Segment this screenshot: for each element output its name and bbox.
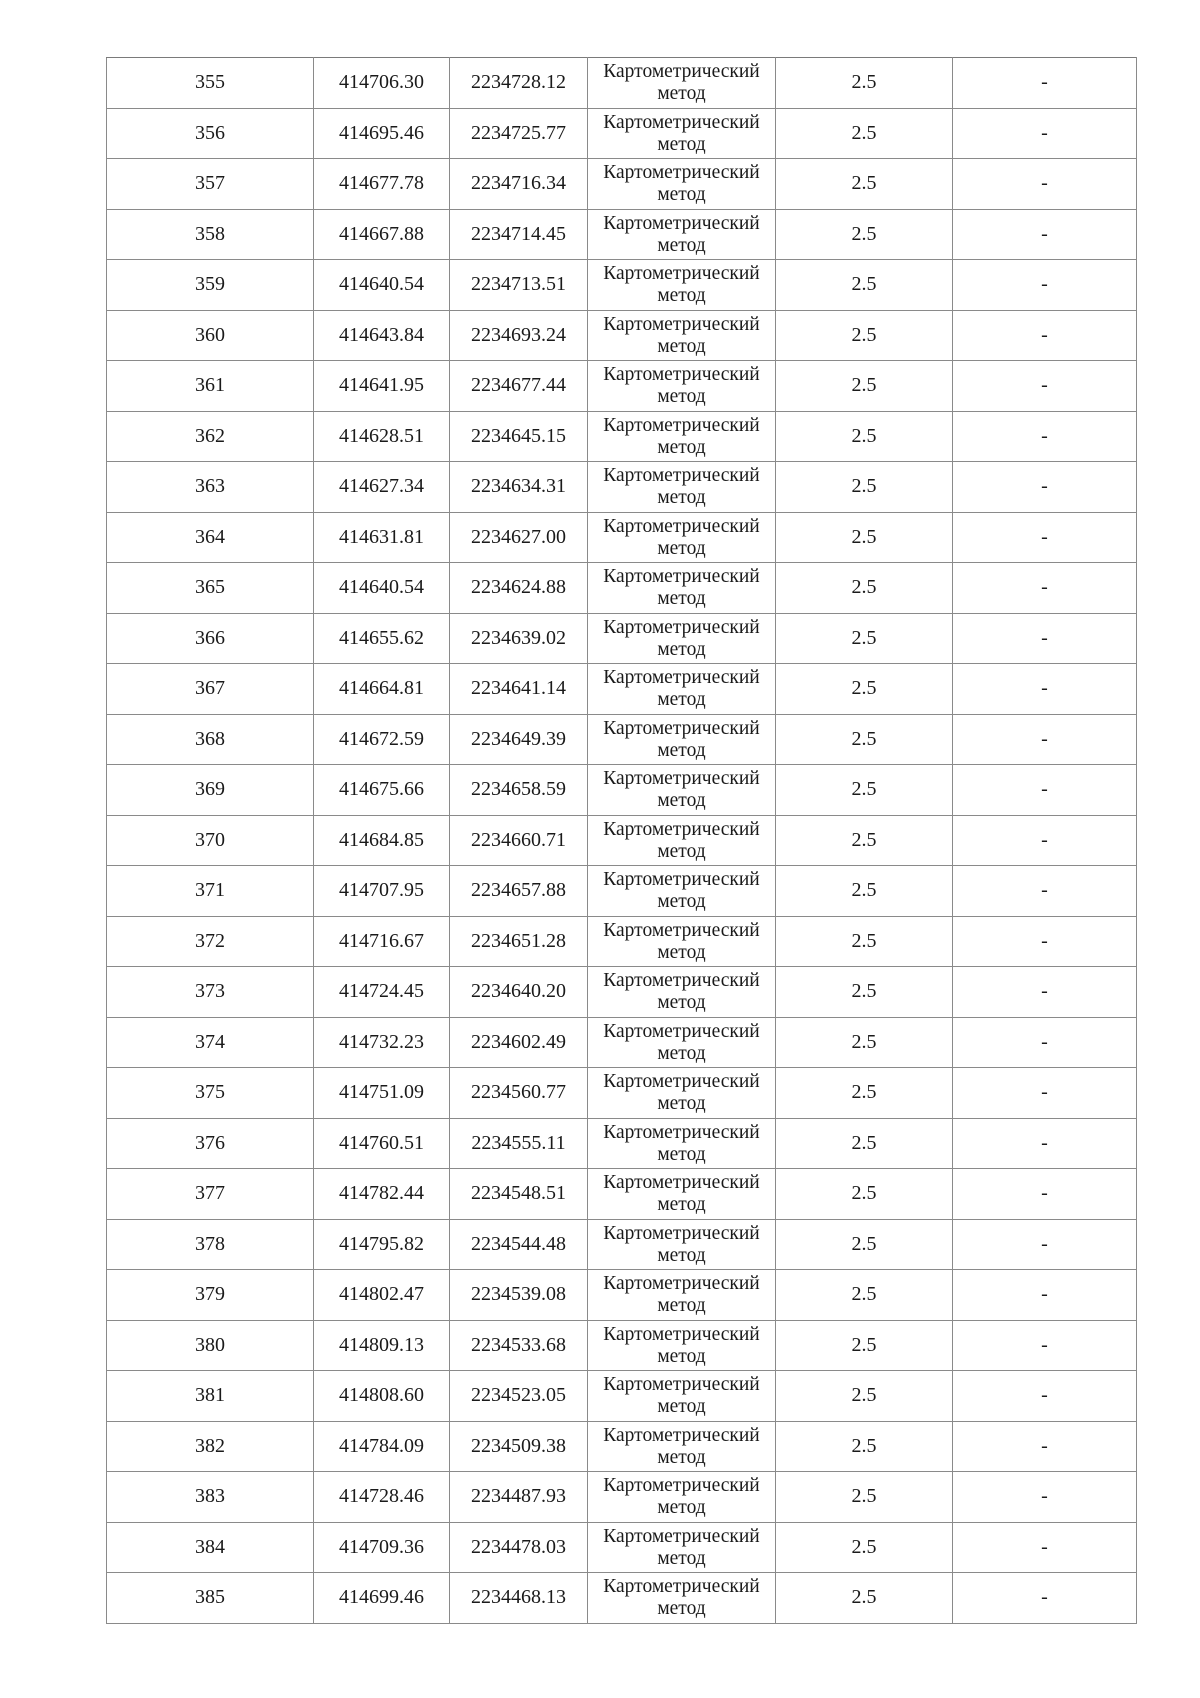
point-number-cell: 376 [107, 1118, 314, 1169]
method-line-1: Картометрический [603, 1525, 760, 1547]
accuracy-cell: 2.5 [776, 1573, 953, 1624]
method-line-2: метод [657, 537, 706, 559]
method-line-2: метод [657, 1143, 706, 1165]
note-cell: - [953, 563, 1137, 614]
method-line-2: метод [657, 1446, 706, 1468]
y-coordinate-cell: 2234658.59 [450, 765, 588, 816]
x-coordinate-cell: 414655.62 [314, 613, 450, 664]
table-row [107, 1270, 1137, 1321]
coordinates-table [106, 57, 1137, 1624]
point-number-cell: 383 [107, 1472, 314, 1523]
y-coordinate-cell: 2234539.08 [450, 1270, 588, 1321]
method-cell [588, 916, 776, 967]
table-row [107, 967, 1137, 1018]
x-coordinate-cell: 414802.47 [314, 1270, 450, 1321]
y-coordinate-cell: 2234487.93 [450, 1472, 588, 1523]
method-line-2: метод [657, 739, 706, 761]
method-line-1: Картометрический [603, 566, 760, 588]
method-cell [588, 209, 776, 260]
y-coordinate-cell: 2234523.05 [450, 1371, 588, 1422]
method-cell [588, 1017, 776, 1068]
method-line-2: метод [657, 436, 706, 458]
y-coordinate-cell: 2234548.51 [450, 1169, 588, 1220]
x-coordinate-cell: 414732.23 [314, 1017, 450, 1068]
table-row [107, 462, 1137, 513]
y-coordinate-cell: 2234602.49 [450, 1017, 588, 1068]
method-line-2: метод [657, 992, 706, 1014]
method-line-2: метод [657, 133, 706, 155]
method-cell [588, 1371, 776, 1422]
method-line-2: метод [657, 891, 706, 913]
method-cell [588, 58, 776, 109]
note-cell: - [953, 1371, 1137, 1422]
method-cell [588, 664, 776, 715]
method-line-1: Картометрический [603, 1222, 760, 1244]
x-coordinate-cell: 414709.36 [314, 1522, 450, 1573]
accuracy-cell: 2.5 [776, 967, 953, 1018]
method-line-1: Картометрический [603, 162, 760, 184]
method-line-1: Картометрический [603, 869, 760, 891]
point-number-cell: 366 [107, 613, 314, 664]
point-number-cell: 371 [107, 866, 314, 917]
y-coordinate-cell: 2234645.15 [450, 411, 588, 462]
method-line-2: метод [657, 638, 706, 660]
point-number-cell: 358 [107, 209, 314, 260]
note-cell: - [953, 967, 1137, 1018]
method-line-2: метод [657, 790, 706, 812]
table-row [107, 411, 1137, 462]
accuracy-cell: 2.5 [776, 765, 953, 816]
table-row [107, 1118, 1137, 1169]
point-number-cell: 382 [107, 1421, 314, 1472]
accuracy-cell: 2.5 [776, 462, 953, 513]
accuracy-cell: 2.5 [776, 310, 953, 361]
method-line-2: метод [657, 184, 706, 206]
table-row [107, 613, 1137, 664]
note-cell: - [953, 1068, 1137, 1119]
y-coordinate-cell: 2234468.13 [450, 1573, 588, 1624]
x-coordinate-cell: 414640.54 [314, 260, 450, 311]
method-cell [588, 967, 776, 1018]
x-coordinate-cell: 414707.95 [314, 866, 450, 917]
table-row [107, 1017, 1137, 1068]
point-number-cell: 367 [107, 664, 314, 715]
table-row [107, 1421, 1137, 1472]
x-coordinate-cell: 414782.44 [314, 1169, 450, 1220]
accuracy-cell: 2.5 [776, 512, 953, 563]
y-coordinate-cell: 2234555.11 [450, 1118, 588, 1169]
method-line-1: Картометрический [603, 1323, 760, 1345]
method-cell [588, 310, 776, 361]
x-coordinate-cell: 414795.82 [314, 1219, 450, 1270]
method-cell [588, 1219, 776, 1270]
table-row [107, 1068, 1137, 1119]
accuracy-cell: 2.5 [776, 1472, 953, 1523]
y-coordinate-cell: 2234560.77 [450, 1068, 588, 1119]
method-cell [588, 765, 776, 816]
table-row [107, 1371, 1137, 1422]
table-row [107, 209, 1137, 260]
method-line-2: метод [657, 1547, 706, 1569]
method-line-1: Картометрический [603, 1172, 760, 1194]
method-line-1: Картометрический [603, 1020, 760, 1042]
accuracy-cell: 2.5 [776, 1169, 953, 1220]
x-coordinate-cell: 414664.81 [314, 664, 450, 715]
method-line-2: метод [657, 335, 706, 357]
method-line-1: Картометрический [603, 1475, 760, 1497]
y-coordinate-cell: 2234639.02 [450, 613, 588, 664]
x-coordinate-cell: 414724.45 [314, 967, 450, 1018]
accuracy-cell: 2.5 [776, 563, 953, 614]
method-line-1: Картометрический [603, 970, 760, 992]
method-line-2: метод [657, 689, 706, 711]
y-coordinate-cell: 2234649.39 [450, 714, 588, 765]
point-number-cell: 368 [107, 714, 314, 765]
table-row [107, 563, 1137, 614]
note-cell: - [953, 1118, 1137, 1169]
y-coordinate-cell: 2234660.71 [450, 815, 588, 866]
table-row [107, 866, 1137, 917]
x-coordinate-cell: 414628.51 [314, 411, 450, 462]
method-cell [588, 260, 776, 311]
method-cell [588, 815, 776, 866]
y-coordinate-cell: 2234728.12 [450, 58, 588, 109]
method-cell [588, 1118, 776, 1169]
method-line-2: метод [657, 1194, 706, 1216]
y-coordinate-cell: 2234544.48 [450, 1219, 588, 1270]
x-coordinate-cell: 414716.67 [314, 916, 450, 967]
x-coordinate-cell: 414684.85 [314, 815, 450, 866]
method-line-1: Картометрический [603, 1576, 760, 1598]
x-coordinate-cell: 414675.66 [314, 765, 450, 816]
method-cell [588, 1068, 776, 1119]
accuracy-cell: 2.5 [776, 1320, 953, 1371]
table-row [107, 361, 1137, 412]
y-coordinate-cell: 2234478.03 [450, 1522, 588, 1573]
note-cell: - [953, 1472, 1137, 1523]
note-cell: - [953, 866, 1137, 917]
coordinates-table-body [107, 58, 1137, 1624]
point-number-cell: 373 [107, 967, 314, 1018]
accuracy-cell: 2.5 [776, 58, 953, 109]
method-line-2: метод [657, 1295, 706, 1317]
accuracy-cell: 2.5 [776, 1421, 953, 1472]
accuracy-cell: 2.5 [776, 108, 953, 159]
method-line-1: Картометрический [603, 667, 760, 689]
method-line-2: метод [657, 487, 706, 509]
method-line-1: Картометрический [603, 1374, 760, 1396]
table-row [107, 108, 1137, 159]
method-line-2: метод [657, 285, 706, 307]
table-row [107, 1522, 1137, 1573]
method-cell [588, 512, 776, 563]
method-cell [588, 1169, 776, 1220]
note-cell: - [953, 714, 1137, 765]
accuracy-cell: 2.5 [776, 1118, 953, 1169]
x-coordinate-cell: 414751.09 [314, 1068, 450, 1119]
accuracy-cell: 2.5 [776, 1270, 953, 1321]
method-line-1: Картометрический [603, 1121, 760, 1143]
method-line-1: Картометрический [603, 515, 760, 537]
x-coordinate-cell: 414695.46 [314, 108, 450, 159]
point-number-cell: 364 [107, 512, 314, 563]
method-cell [588, 462, 776, 513]
point-number-cell: 379 [107, 1270, 314, 1321]
method-cell [588, 411, 776, 462]
method-line-2: метод [657, 941, 706, 963]
point-number-cell: 363 [107, 462, 314, 513]
method-line-1: Картометрический [603, 414, 760, 436]
accuracy-cell: 2.5 [776, 361, 953, 412]
y-coordinate-cell: 2234725.77 [450, 108, 588, 159]
table-row [107, 664, 1137, 715]
x-coordinate-cell: 414706.30 [314, 58, 450, 109]
note-cell: - [953, 209, 1137, 260]
x-coordinate-cell: 414808.60 [314, 1371, 450, 1422]
note-cell: - [953, 1169, 1137, 1220]
method-cell [588, 1270, 776, 1321]
x-coordinate-cell: 414760.51 [314, 1118, 450, 1169]
note-cell: - [953, 1219, 1137, 1270]
table-row [107, 310, 1137, 361]
y-coordinate-cell: 2234713.51 [450, 260, 588, 311]
method-cell [588, 159, 776, 210]
point-number-cell: 362 [107, 411, 314, 462]
table-row [107, 1573, 1137, 1624]
note-cell: - [953, 916, 1137, 967]
method-line-1: Картометрический [603, 263, 760, 285]
point-number-cell: 374 [107, 1017, 314, 1068]
method-line-2: метод [657, 1244, 706, 1266]
point-number-cell: 357 [107, 159, 314, 210]
method-cell [588, 613, 776, 664]
table-row [107, 815, 1137, 866]
note-cell: - [953, 1573, 1137, 1624]
y-coordinate-cell: 2234651.28 [450, 916, 588, 967]
method-cell [588, 108, 776, 159]
x-coordinate-cell: 414784.09 [314, 1421, 450, 1472]
point-number-cell: 375 [107, 1068, 314, 1119]
note-cell: - [953, 1421, 1137, 1472]
point-number-cell: 372 [107, 916, 314, 967]
accuracy-cell: 2.5 [776, 1017, 953, 1068]
method-line-1: Картометрический [603, 364, 760, 386]
point-number-cell: 384 [107, 1522, 314, 1573]
x-coordinate-cell: 414631.81 [314, 512, 450, 563]
method-line-1: Картометрический [603, 212, 760, 234]
x-coordinate-cell: 414667.88 [314, 209, 450, 260]
note-cell: - [953, 159, 1137, 210]
accuracy-cell: 2.5 [776, 411, 953, 462]
point-number-cell: 381 [107, 1371, 314, 1422]
method-line-2: метод [657, 1042, 706, 1064]
method-line-1: Картометрический [603, 1273, 760, 1295]
note-cell: - [953, 815, 1137, 866]
accuracy-cell: 2.5 [776, 1219, 953, 1270]
table-row [107, 58, 1137, 109]
y-coordinate-cell: 2234533.68 [450, 1320, 588, 1371]
note-cell: - [953, 1270, 1137, 1321]
method-line-2: метод [657, 588, 706, 610]
method-line-1: Картометрический [603, 768, 760, 790]
x-coordinate-cell: 414728.46 [314, 1472, 450, 1523]
table-row [107, 1320, 1137, 1371]
note-cell: - [953, 664, 1137, 715]
point-number-cell: 361 [107, 361, 314, 412]
method-line-2: метод [657, 1497, 706, 1519]
x-coordinate-cell: 414627.34 [314, 462, 450, 513]
x-coordinate-cell: 414641.95 [314, 361, 450, 412]
method-cell [588, 1573, 776, 1624]
method-line-2: метод [657, 83, 706, 105]
method-line-1: Картометрический [603, 313, 760, 335]
accuracy-cell: 2.5 [776, 916, 953, 967]
method-cell [588, 866, 776, 917]
note-cell: - [953, 411, 1137, 462]
method-line-1: Картометрический [603, 61, 760, 83]
method-cell [588, 1472, 776, 1523]
method-cell [588, 714, 776, 765]
accuracy-cell: 2.5 [776, 209, 953, 260]
accuracy-cell: 2.5 [776, 613, 953, 664]
method-cell [588, 1421, 776, 1472]
note-cell: - [953, 613, 1137, 664]
x-coordinate-cell: 414677.78 [314, 159, 450, 210]
table-row [107, 1472, 1137, 1523]
method-line-2: метод [657, 1093, 706, 1115]
method-line-1: Картометрический [603, 818, 760, 840]
x-coordinate-cell: 414672.59 [314, 714, 450, 765]
method-line-1: Картометрический [603, 111, 760, 133]
note-cell: - [953, 1522, 1137, 1573]
note-cell: - [953, 1320, 1137, 1371]
note-cell: - [953, 1017, 1137, 1068]
point-number-cell: 359 [107, 260, 314, 311]
point-number-cell: 355 [107, 58, 314, 109]
table-row [107, 512, 1137, 563]
note-cell: - [953, 361, 1137, 412]
y-coordinate-cell: 2234657.88 [450, 866, 588, 917]
y-coordinate-cell: 2234634.31 [450, 462, 588, 513]
method-cell [588, 361, 776, 412]
table-row [107, 714, 1137, 765]
point-number-cell: 378 [107, 1219, 314, 1270]
x-coordinate-cell: 414643.84 [314, 310, 450, 361]
method-cell [588, 1522, 776, 1573]
x-coordinate-cell: 414640.54 [314, 563, 450, 614]
note-cell: - [953, 765, 1137, 816]
note-cell: - [953, 512, 1137, 563]
note-cell: - [953, 108, 1137, 159]
method-line-2: метод [657, 1396, 706, 1418]
point-number-cell: 370 [107, 815, 314, 866]
accuracy-cell: 2.5 [776, 664, 953, 715]
accuracy-cell: 2.5 [776, 1522, 953, 1573]
y-coordinate-cell: 2234716.34 [450, 159, 588, 210]
x-coordinate-cell: 414699.46 [314, 1573, 450, 1624]
note-cell: - [953, 310, 1137, 361]
accuracy-cell: 2.5 [776, 1371, 953, 1422]
method-line-2: метод [657, 1598, 706, 1620]
accuracy-cell: 2.5 [776, 1068, 953, 1119]
method-line-1: Картометрический [603, 465, 760, 487]
method-line-1: Картометрический [603, 717, 760, 739]
method-line-1: Картометрический [603, 616, 760, 638]
method-line-2: метод [657, 386, 706, 408]
method-cell [588, 1320, 776, 1371]
method-line-1: Картометрический [603, 1071, 760, 1093]
method-line-2: метод [657, 840, 706, 862]
table-row [107, 1169, 1137, 1220]
method-cell [588, 563, 776, 614]
y-coordinate-cell: 2234640.20 [450, 967, 588, 1018]
table-row [107, 260, 1137, 311]
y-coordinate-cell: 2234693.24 [450, 310, 588, 361]
method-line-2: метод [657, 234, 706, 256]
point-number-cell: 380 [107, 1320, 314, 1371]
point-number-cell: 385 [107, 1573, 314, 1624]
point-number-cell: 369 [107, 765, 314, 816]
note-cell: - [953, 260, 1137, 311]
method-line-1: Картометрический [603, 1424, 760, 1446]
table-row [107, 1219, 1137, 1270]
accuracy-cell: 2.5 [776, 260, 953, 311]
point-number-cell: 356 [107, 108, 314, 159]
y-coordinate-cell: 2234627.00 [450, 512, 588, 563]
y-coordinate-cell: 2234714.45 [450, 209, 588, 260]
method-line-1: Картометрический [603, 919, 760, 941]
point-number-cell: 360 [107, 310, 314, 361]
y-coordinate-cell: 2234641.14 [450, 664, 588, 715]
y-coordinate-cell: 2234677.44 [450, 361, 588, 412]
x-coordinate-cell: 414809.13 [314, 1320, 450, 1371]
accuracy-cell: 2.5 [776, 866, 953, 917]
table-row [107, 159, 1137, 210]
method-line-2: метод [657, 1345, 706, 1367]
point-number-cell: 365 [107, 563, 314, 614]
accuracy-cell: 2.5 [776, 159, 953, 210]
table-row [107, 765, 1137, 816]
table-row [107, 916, 1137, 967]
y-coordinate-cell: 2234624.88 [450, 563, 588, 614]
point-number-cell: 377 [107, 1169, 314, 1220]
note-cell: - [953, 462, 1137, 513]
accuracy-cell: 2.5 [776, 714, 953, 765]
accuracy-cell: 2.5 [776, 815, 953, 866]
y-coordinate-cell: 2234509.38 [450, 1421, 588, 1472]
note-cell: - [953, 58, 1137, 109]
